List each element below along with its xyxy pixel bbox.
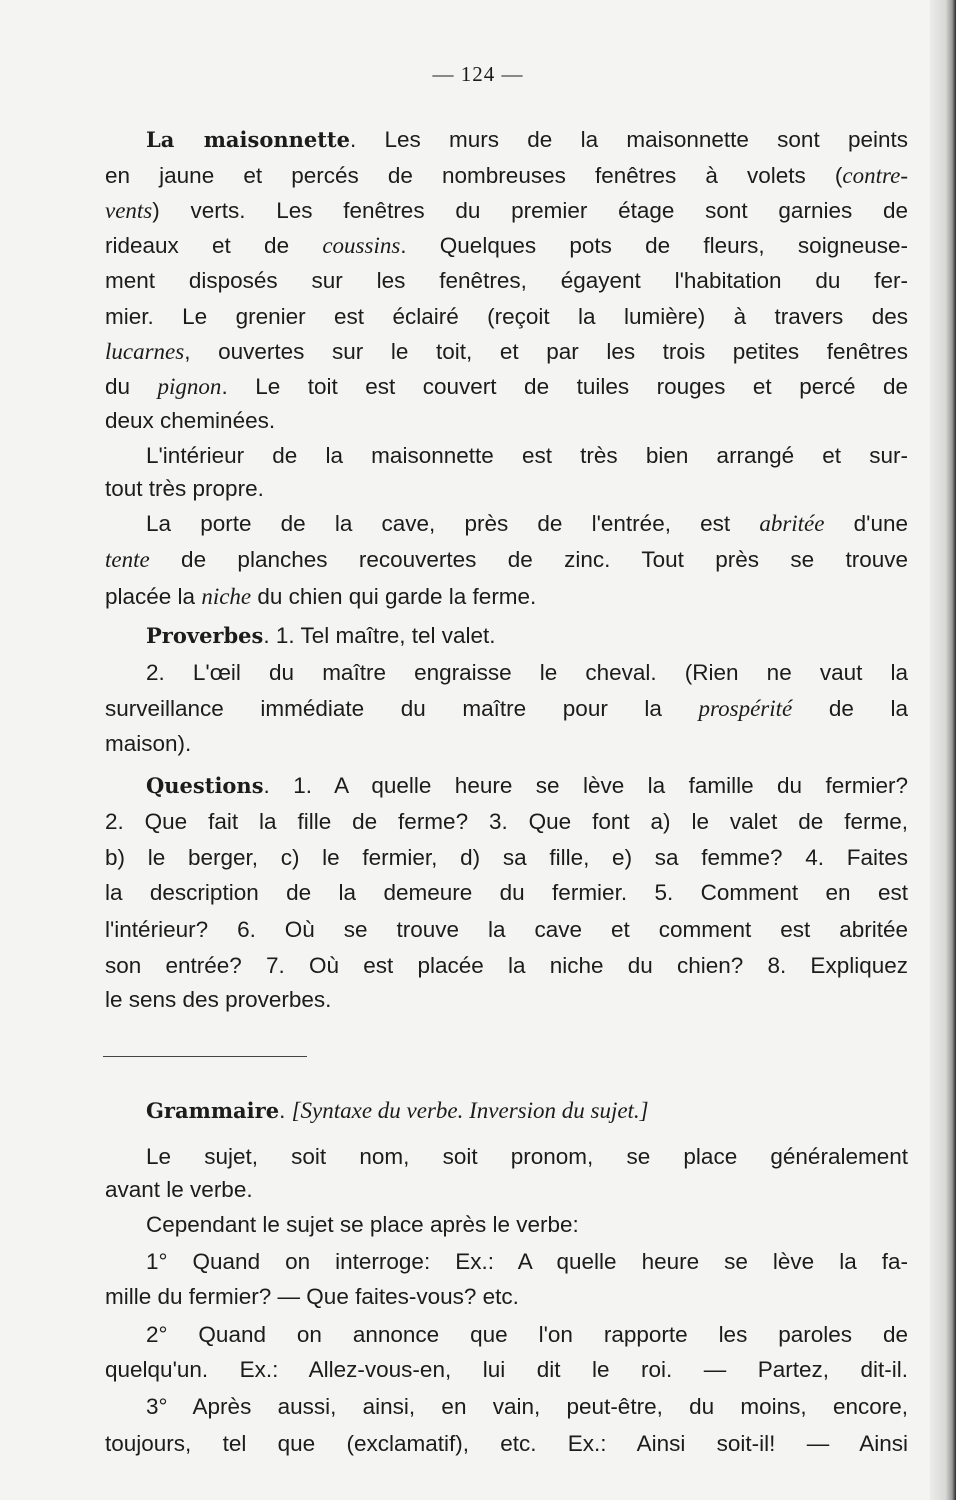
text-line <box>146 1320 908 1350</box>
text-line <box>105 266 908 296</box>
text-span: placée la <box>105 584 202 609</box>
text-span: le sens des proverbes. <box>105 987 332 1012</box>
section-heading: Proverbes <box>146 623 264 648</box>
italic-term: vents <box>105 198 153 223</box>
text-line <box>146 509 908 539</box>
text-line <box>146 1142 908 1172</box>
text-span: 1° Quand on interroge: Ex.: A quelle heure se lève la fa- <box>146 1249 908 1274</box>
text-line <box>105 729 908 759</box>
text-span: toujours, tel que (exclamatif), etc. Ex.: Ainsi soit-il! — Ainsi <box>105 1431 908 1456</box>
text-span: de planches recouvertes de zinc. Tout près se trouve <box>149 547 908 572</box>
text-line <box>105 985 908 1015</box>
italic-term: prospérité <box>698 696 793 721</box>
text-line <box>105 302 908 332</box>
italic-term: abritée <box>759 511 825 536</box>
text-span: maison). <box>105 731 192 756</box>
italic-term: [Syntaxe du verbe. Inversion du sujet.] <box>291 1098 649 1123</box>
text-span: ment disposés sur les fenêtres, égayent l'habitation du fer- <box>105 268 908 293</box>
section-heading: Grammaire <box>146 1098 280 1123</box>
text-line <box>105 582 908 612</box>
text-span: son entrée? 7. Où est placée la niche du chien? 8. Expliquez <box>105 953 908 978</box>
italic-term: pignon <box>157 374 222 399</box>
text-span: . Quelques pots de fleurs, soigneuse- <box>400 233 908 258</box>
text-line <box>105 1355 908 1385</box>
text-line <box>105 694 908 724</box>
text-span: Cependant le sujet se place après le verbe: <box>146 1212 579 1237</box>
text-line <box>105 337 908 367</box>
text-line <box>105 915 908 945</box>
text-span: 2. L'œil du maître engraisse le cheval. (Rien ne vaut la <box>146 660 908 685</box>
text-line <box>146 771 908 801</box>
text-line <box>105 1175 908 1205</box>
text-line <box>146 621 908 651</box>
text-span: La porte de la cave, près de l'entrée, est <box>146 511 760 536</box>
text-line <box>146 1096 908 1126</box>
text-line <box>146 125 908 155</box>
text-span: mille du fermier? — Que faites-vous? etc. <box>105 1284 519 1309</box>
text-span: 2. Que fait la fille de ferme? 3. Que font a) le valet de ferme, <box>105 809 908 834</box>
page-number: — 124 — <box>432 62 524 86</box>
text-span: surveillance immédiate du maître pour la <box>105 696 699 721</box>
italic-term: niche <box>201 584 252 609</box>
text-line <box>146 1392 908 1422</box>
text-line <box>146 658 908 688</box>
text-line <box>105 474 908 504</box>
text-line <box>146 441 908 471</box>
italic-term: lucarnes <box>105 339 185 364</box>
text-line <box>105 196 908 226</box>
text-span: . <box>279 1098 292 1123</box>
text-line <box>105 1282 908 1312</box>
page-edge-shadow <box>930 0 956 1500</box>
text-line <box>105 807 908 837</box>
text-span: . 1. A quelle heure se lève la famille du fermier? <box>263 773 908 798</box>
text-span: , ouvertes sur le toit, et par les trois petites fenêtres <box>184 339 908 364</box>
text-span: la description de la demeure du fermier. 5. Comment en est <box>105 880 908 905</box>
text-span: du <box>105 374 158 399</box>
italic-term: contre- <box>842 163 908 188</box>
text-line <box>146 1210 908 1240</box>
text-span: L'intérieur de la maisonnette est très bien arrangé et sur- <box>146 443 908 468</box>
text-line <box>105 1429 908 1459</box>
text-span: avant le verbe. <box>105 1177 253 1202</box>
text-line <box>105 843 908 873</box>
text-span: rideaux et de <box>105 233 323 258</box>
text-line <box>105 161 908 191</box>
text-span: du chien qui garde la ferme. <box>251 584 537 609</box>
text-line <box>105 545 908 575</box>
text-span: quelqu'un. Ex.: Allez-vous-en, lui dit le roi. — Partez, dit-il. <box>105 1357 908 1382</box>
text-span: Le sujet, soit nom, soit pronom, se place généralement <box>146 1144 908 1169</box>
text-line <box>105 878 908 908</box>
text-span: 3° Après aussi, ainsi, en vain, peut-être, du moins, encore, <box>146 1394 908 1419</box>
italic-term: coussins <box>322 233 401 258</box>
text-span: . Les murs de la maisonnette sont peints <box>349 127 908 152</box>
section-heading: La maisonnette <box>146 127 350 152</box>
text-line <box>105 231 908 261</box>
text-span: mier. Le grenier est éclairé (reçoit la lumière) à travers des <box>105 304 908 329</box>
section-divider <box>103 1056 307 1057</box>
text-span: deux cheminées. <box>105 408 276 433</box>
text-line <box>105 951 908 981</box>
text-span: de la <box>792 696 908 721</box>
section-heading: Questions <box>146 773 264 798</box>
text-span: b) le berger, c) le fermier, d) sa fille, e) sa femme? 4. Faites <box>105 845 908 870</box>
text-span: . 1. Tel maître, tel valet. <box>263 623 496 648</box>
text-span: ) verts. Les fenêtres du premier étage sont garnies de <box>152 198 908 223</box>
text-line <box>105 406 908 436</box>
text-span: . Le toit est couvert de tuiles rouges et percé de <box>221 374 909 399</box>
text-span: 2° Quand on annonce que l'on rapporte les paroles de <box>146 1322 908 1347</box>
italic-term: tente <box>105 547 150 572</box>
text-span: tout très propre. <box>105 476 264 501</box>
text-span: d'une <box>824 511 908 536</box>
text-line <box>146 1247 908 1277</box>
text-span: l'intérieur? 6. Où se trouve la cave et comment est abritée <box>105 917 908 942</box>
text-span: en jaune et percés de nombreuses fenêtres à volets ( <box>105 163 843 188</box>
text-line <box>105 372 908 402</box>
